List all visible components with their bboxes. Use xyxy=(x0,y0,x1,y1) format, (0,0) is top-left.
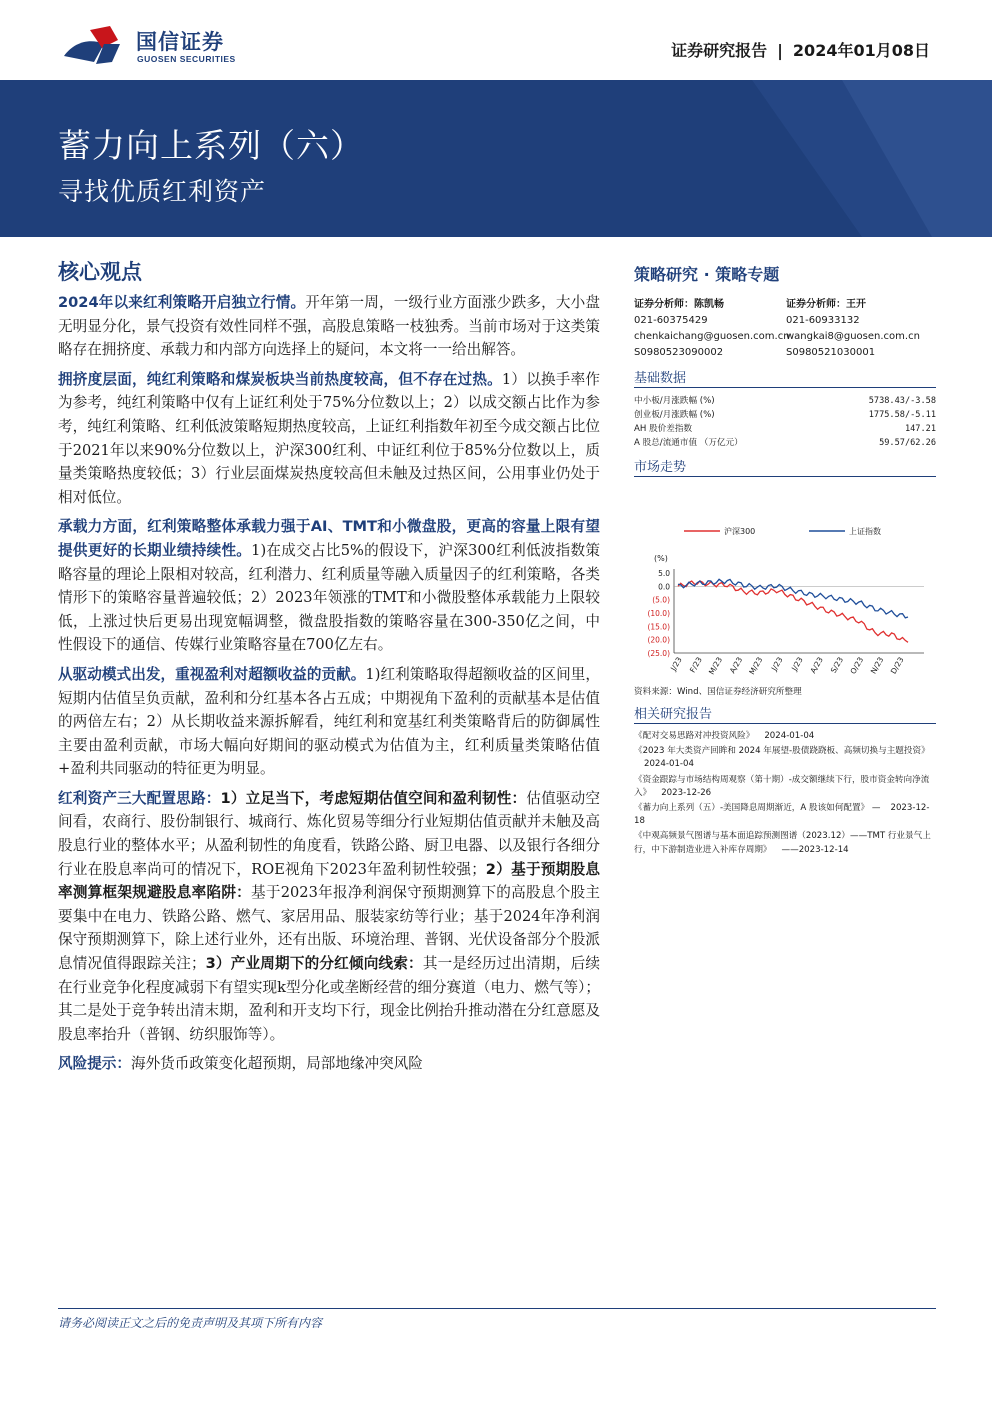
report-date: 2024年01月08日 xyxy=(792,41,930,60)
related-date: 2024-01-04 xyxy=(764,731,815,741)
x-tick-label: J/23 xyxy=(789,655,805,673)
paragraph-text: 估值驱动空间看，农商行、股份制银行、城商行、炼化贸易等细分行业短期估值贡献并未触及高股息行业的整体水平；从盈利韧性的角度看，铁路公路、厨卫电器、以及银行各细分行业在股息率尚可的情况下，ROE视角下2023年盈利韧性较强； xyxy=(58,789,600,878)
y-tick-label: (5.0) xyxy=(652,595,670,605)
report-subtitle: 寻找优质红利资产 xyxy=(58,177,267,206)
paragraph-lead: 红利资产三大配置思路： xyxy=(58,789,221,807)
stat-row xyxy=(634,422,936,436)
analyst-title: 证券分析师：王开 xyxy=(786,299,866,310)
related-title: 《配对交易思路对冲投资风险》 xyxy=(634,731,755,741)
related-report[interactable] xyxy=(634,774,936,800)
bold-point-2: 2）基于预期股息率测算框架规避股息率陷阱： xyxy=(58,860,601,902)
stat-label: 创业板/月涨跌幅 (%) xyxy=(634,410,715,420)
market-trend-chart xyxy=(634,483,936,683)
x-tick-label: J/23 xyxy=(769,655,785,673)
stat-value: 5738.43/-3.58 xyxy=(868,396,936,406)
y-tick-label: (15.0) xyxy=(647,622,670,632)
stat-value: 1775.58/-5.11 xyxy=(868,410,936,420)
brand-name-en: GUOSEN SECURITIES xyxy=(137,54,236,64)
separator: | xyxy=(777,41,783,60)
related-title: 《2023 年大类资产回眸和 2024 年展望-股债跷跷板、高频切换与主题投资》 xyxy=(634,746,930,757)
y-axis-label: (%) xyxy=(654,554,668,563)
related-date: 2024-01-04 xyxy=(644,759,694,770)
chart-source: 资料来源：Wind、国信证券经济研究所整理 xyxy=(634,687,802,697)
y-tick-label: (10.0) xyxy=(647,609,670,618)
related-reports-heading: 相关研究报告 xyxy=(634,703,936,724)
stat-label: A 股总/流通市值 （万亿元） xyxy=(634,438,743,448)
risk-text: 海外货币政策变化超预期，局部地缘冲突风险 xyxy=(130,1055,423,1073)
analyst-title: 证券分析师：陈凯畅 xyxy=(634,299,724,310)
y-tick-label: 5.0 xyxy=(658,569,670,578)
x-tick-label: S/23 xyxy=(828,655,846,675)
core-view-body xyxy=(58,291,600,1082)
related-title: 《资金跟踪与市场结构周观察（第十期）-成交额继续下行，股市资金转向净流入》 xyxy=(634,774,930,798)
analyst-2 xyxy=(786,297,936,361)
legend-label: 沪深300 xyxy=(724,527,756,536)
risk-paragraph xyxy=(58,1052,600,1076)
x-tick-label: M/23 xyxy=(706,655,725,677)
risk-lead: 风险提示： xyxy=(58,1055,131,1073)
paragraph-4 xyxy=(58,663,600,781)
x-tick-label: N/23 xyxy=(868,655,886,676)
related-report[interactable] xyxy=(634,802,936,828)
paragraph-text: 1）以换手率作为参考，纯红利策略中仅有上证红利处于75%分位数以上；2）以成交额占比作为参考，纯红利策略、红利低波策略短期热度较高，上证红利指数年初至今成交额占比位于2021年以来90%分位数以上，沪深300红利、中证红利位于85%分位数以上，质量类策略热度较低；3）行业层面煤炭热度较高但未触及过热区间，公用事业仍处于相对低位。 xyxy=(58,370,600,506)
paragraph-lead: 从驱动模式出发，重视盈利对超额收益的贡献。 xyxy=(58,665,366,683)
paragraph-1 xyxy=(58,291,600,362)
analyst-1 xyxy=(634,297,790,361)
stat-label: 中小板/月涨跌幅 (%) xyxy=(634,396,715,406)
sidebar-heading: 策略研究 · 策略专题 xyxy=(634,265,780,284)
paragraph-5 xyxy=(58,787,600,1047)
footer-divider xyxy=(58,1308,936,1309)
stat-value: 59.57/62.26 xyxy=(879,438,936,448)
stat-row xyxy=(634,436,936,450)
paragraph-lead: 拥挤度层面，纯红利策略和煤炭板块当前热度较高，但不存在过热。 xyxy=(58,370,502,388)
analyst-email[interactable]: chenkaichang@guosen.com.cn xyxy=(634,331,790,342)
related-date: 2023-12-18 xyxy=(634,803,930,827)
stat-value: 147.21 xyxy=(904,424,936,434)
analysts xyxy=(634,297,936,361)
bold-point-3: 3）产业周期下的分红倾向线索： xyxy=(205,955,423,973)
paragraph-2 xyxy=(58,368,600,510)
x-tick-label: O/23 xyxy=(848,655,866,676)
related-title: 《蓄力向上系列（五）-美国降息周期渐近，A 股该如何配置》 — xyxy=(634,803,881,814)
paragraph-text: 基于2023年报净利润保守预期测算下的高股息个股主要集中在电力、铁路公路、燃气、家居用品、服装家纺等行业；基于2024年净利润保守预期测算下，除上述行业外，还有出版、环境治理、普钢、光伏设备部分个股派息情况值得跟踪关注； xyxy=(58,884,600,973)
stat-label: AH 股价差指数 xyxy=(634,424,693,434)
paragraph-lead: 承载力方面，红利策略整体承载力强于AI、TMT和小微盘股，更高的容量上限有望提供更好的长期业绩持续性。 xyxy=(58,518,600,559)
y-tick-label: (20.0) xyxy=(647,635,670,645)
related-date: ——2023-12-14 xyxy=(781,844,849,855)
related-report[interactable] xyxy=(634,830,936,856)
analyst-phone: 021-60933132 xyxy=(786,315,860,326)
report-type: 证券研究报告 xyxy=(671,41,768,60)
guosen-logo-icon xyxy=(60,22,128,70)
x-tick-label: J/23 xyxy=(668,655,684,673)
x-tick-label: A/23 xyxy=(727,655,745,675)
stat-row xyxy=(634,408,936,422)
sidebar xyxy=(634,262,936,859)
chart-svg xyxy=(634,483,936,683)
paragraph-3 xyxy=(58,515,600,657)
related-report[interactable] xyxy=(634,745,936,771)
analyst-email[interactable]: wangkai8@guosen.com.cn xyxy=(786,331,920,342)
series-line-2 xyxy=(678,579,908,618)
related-date: 2023-12-26 xyxy=(661,787,712,798)
footer-disclaimer: 请务必阅读正文之后的免责声明及其项下所有内容 xyxy=(58,1316,323,1330)
related-title: 《中观高频景气图谱与基本面追踪预测图谱（2023.12）——TMT 行业景气上行，中下游制造业进入补库存周期》 xyxy=(634,831,931,855)
market-trend-heading: 市场走势 xyxy=(634,456,936,477)
banner-decoration xyxy=(662,80,992,237)
y-tick-label: (25.0) xyxy=(647,649,670,658)
x-tick-label: F/23 xyxy=(687,655,704,675)
analyst-cert: S0980523090002 xyxy=(634,347,724,358)
paragraph-text: 1)红利策略取得超额收益的区间里，短期内估值呈负贡献，盈利和分红基本各占五成；中期视角下盈利的贡献基本是估值的两倍左右；2）从长期收益来源拆解看，纯红利和宽基红利类策略背后的防御属性主要由盈利贡献，市场大幅向好期间的驱动模式为估值为主，红利质量类策略估值+盈利共同驱动的特征更为明显。 xyxy=(58,665,600,778)
legend-label: 上证指数 xyxy=(849,527,881,536)
paragraph-text: 1)在成交占比5%的假设下，沪深300红利低波指数策略容量的理论上限相对较高，红利潜力、红利质量等融入质量因子的红利策略，各类情形下的策略容量普遍较低；2）2023年领涨的TMT和小微股整体承载能力上限较低，上涨过快后更易出现宽幅调整，微盘股指数的策略容量在300-350亿之间，中性假设下的通信、传媒行业策略容量在700亿左右。 xyxy=(58,541,600,654)
stat-row xyxy=(634,394,936,408)
paragraph-text: 开年第一周，一级行业方面涨少跌多，大小盘无明显分化，景气投资有效性同样不强，高股息策略一枝独秀。当前市场对于这类策略存在拥挤度、承载力和内部方向选择上的疑问，本文将一一给出解答。 xyxy=(58,294,600,359)
analyst-phone: 021-60375429 xyxy=(634,315,708,326)
x-tick-label: M/23 xyxy=(747,655,765,677)
analyst-cert: S0980521030001 xyxy=(786,347,876,358)
basic-data-heading: 基础数据 xyxy=(634,367,936,388)
x-tick-label: D/23 xyxy=(888,655,906,676)
bold-point-1: 1）立足当下，考虑短期估值空间和盈利韧性： xyxy=(220,789,527,807)
y-tick-label: 0.0 xyxy=(658,582,670,592)
core-view-heading: 核心观点 xyxy=(58,260,142,284)
report-title: 蓄力向上系列（六） xyxy=(58,126,364,165)
report-meta xyxy=(671,38,930,61)
paragraph-lead: 2024年以来红利策略开启独立行情。 xyxy=(58,294,306,311)
related-report[interactable] xyxy=(634,730,936,743)
x-tick-label: A/23 xyxy=(808,655,825,675)
paragraph-text: 其一是经历过出清期，后续在行业竞争化程度减弱下有望实现k型分化或垄断经营的细分赛道（电力、燃气等）；其二是处于竞争转出清末期，盈利和开支均下行，现金比例抬升推动潜在分红意愿及股息率抬升（普钢、纺织服饰等）。 xyxy=(58,955,600,1043)
brand-name-cn: 国信证券 xyxy=(136,30,224,54)
